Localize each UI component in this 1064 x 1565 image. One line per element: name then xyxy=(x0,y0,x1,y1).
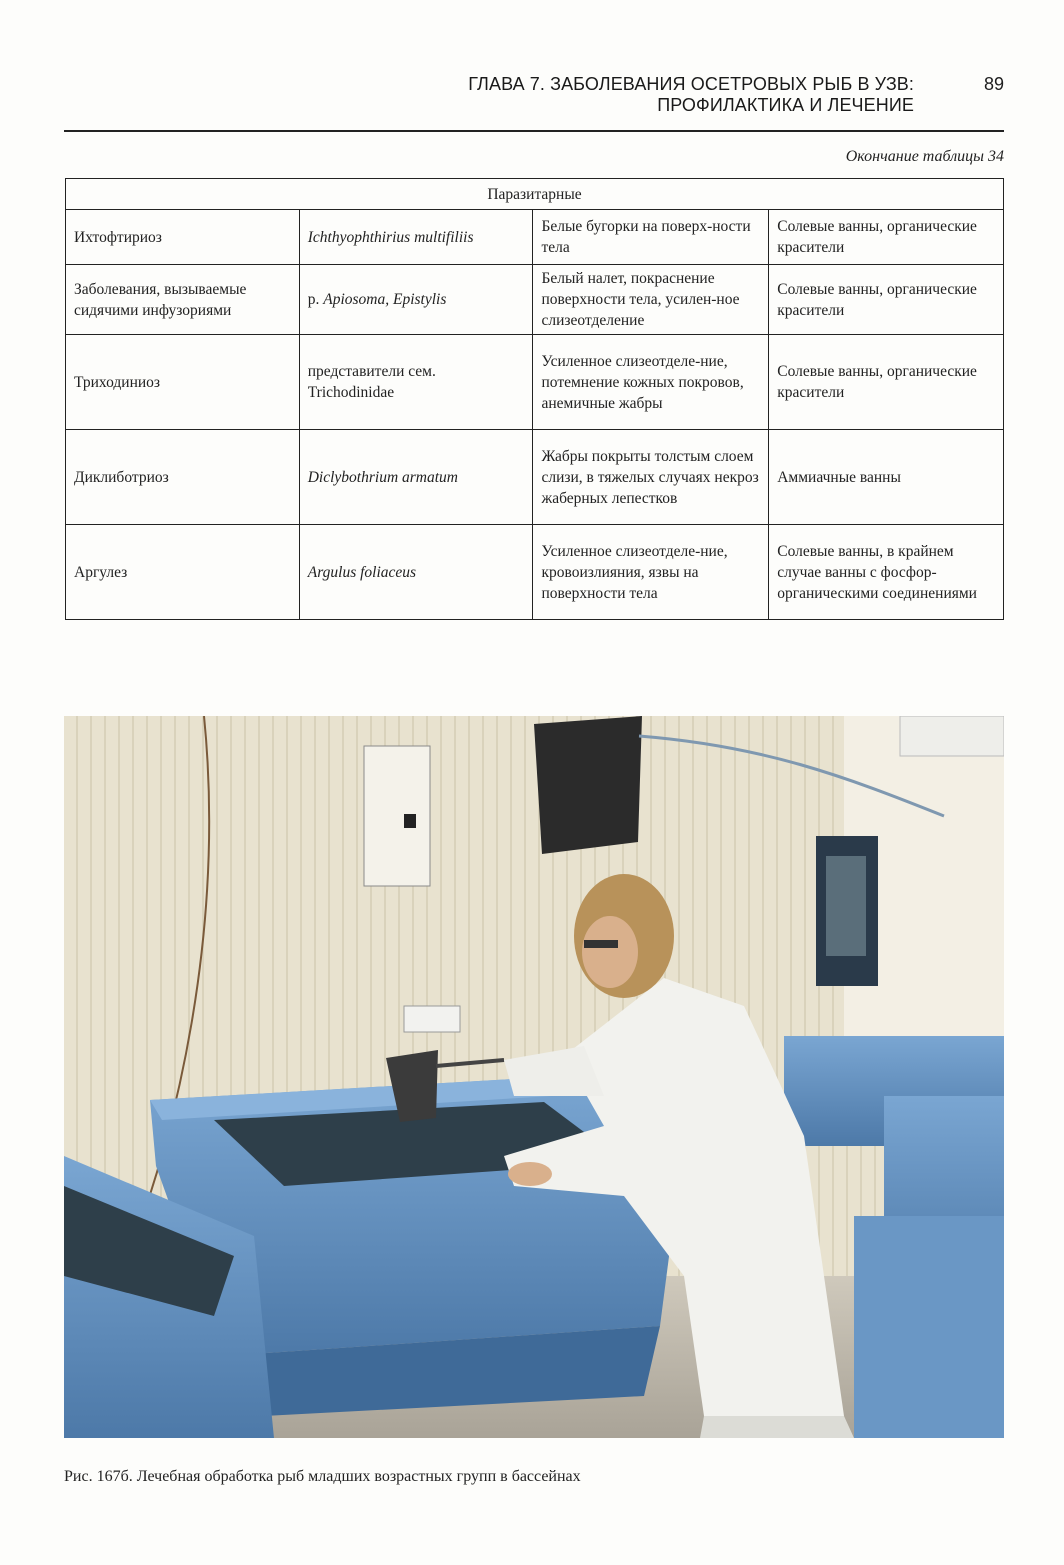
wall-monitor xyxy=(534,716,642,854)
figure-caption: Рис. 167б. Лечебная обработка рыб младших возрастных групп в бассейнах xyxy=(64,1468,581,1485)
disease-cell: Заболевания, вызываемые сидячими инфузориями xyxy=(66,265,300,335)
table-section-row xyxy=(66,179,1004,210)
tank-front-right xyxy=(854,1216,1004,1438)
page-header xyxy=(64,74,1004,132)
wall-poster xyxy=(364,746,430,886)
pathogen-cell: Argulus foliaceus xyxy=(299,525,533,620)
lab-photo xyxy=(64,716,1004,1438)
treatment-cell: Солевые ванны, органические красители xyxy=(769,335,1004,430)
table-row xyxy=(66,335,1004,430)
hanging-sensor xyxy=(404,814,416,828)
pathogen-cell: Ichthyophthirius multifiliis xyxy=(299,210,533,265)
table-section-header: Паразитарные xyxy=(66,179,1004,210)
disease-cell: Диклиботриоз xyxy=(66,430,300,525)
symptoms-cell: Белые бугорки на поверх-ности тела xyxy=(533,210,769,265)
person-face xyxy=(582,916,638,988)
treatment-cell: Аммиачные ванны xyxy=(769,430,1004,525)
chapter-title-line1: ГЛАВА 7. ЗАБОЛЕВАНИЯ ОСЕТРОВЫХ РЫБ В УЗВ: xyxy=(468,74,914,94)
symptoms-cell: Жабры покрыты толстым слоем слизи, в тяжелых случаях некроз жаберных лепестков xyxy=(533,430,769,525)
person-hand xyxy=(508,1162,552,1186)
power-socket xyxy=(404,1006,460,1032)
symptoms-cell: Белый налет, покраснение поверхности тела, усилен-ное слизеотделение xyxy=(533,265,769,335)
treatment-cell: Солевые ванны, в крайнем случае ванны с фосфор-органическими соединениями xyxy=(769,525,1004,620)
chapter-title xyxy=(468,74,914,116)
person-legs xyxy=(700,1416,854,1438)
table-row xyxy=(66,210,1004,265)
chapter-title-line2: ПРОФИЛАКТИКА И ЛЕЧЕНИЕ xyxy=(657,95,914,115)
page-number: 89 xyxy=(983,74,1004,94)
treatment-cell: Солевые ванны, органические красители xyxy=(769,210,1004,265)
disease-cell: Аргулез xyxy=(66,525,300,620)
disease-cell: Триходиниоз xyxy=(66,335,300,430)
lab-photo-illustration xyxy=(64,716,1004,1438)
table-row xyxy=(66,265,1004,335)
air-conditioner xyxy=(900,716,1004,756)
pathogen-prefix: р. xyxy=(307,291,324,308)
disease-table xyxy=(65,178,1004,620)
right-poster-art xyxy=(826,856,866,956)
table-row xyxy=(66,430,1004,525)
table-row xyxy=(66,525,1004,620)
symptoms-cell: Усиленное слизеотделе-ние, кровоизлияния, язвы на поверхности тела xyxy=(533,525,769,620)
disease-cell: Ихтофтириоз xyxy=(66,210,300,265)
pathogen-cell xyxy=(299,265,533,335)
table-caption: Окончание таблицы 34 xyxy=(845,148,1004,165)
symptoms-cell: Усиленное слизеотделе-ние, потемнение кожных покровов, анемичные жабры xyxy=(533,335,769,430)
person-glasses xyxy=(584,940,618,948)
treatment-cell: Солевые ванны, органические красители xyxy=(769,265,1004,335)
pathogen-cell: Diclybothrium armatum xyxy=(299,430,533,525)
pathogen-cell: представители сем. Trichodinidae xyxy=(299,335,533,430)
pathogen-genus: Apiosoma, Epistylis xyxy=(323,291,447,308)
